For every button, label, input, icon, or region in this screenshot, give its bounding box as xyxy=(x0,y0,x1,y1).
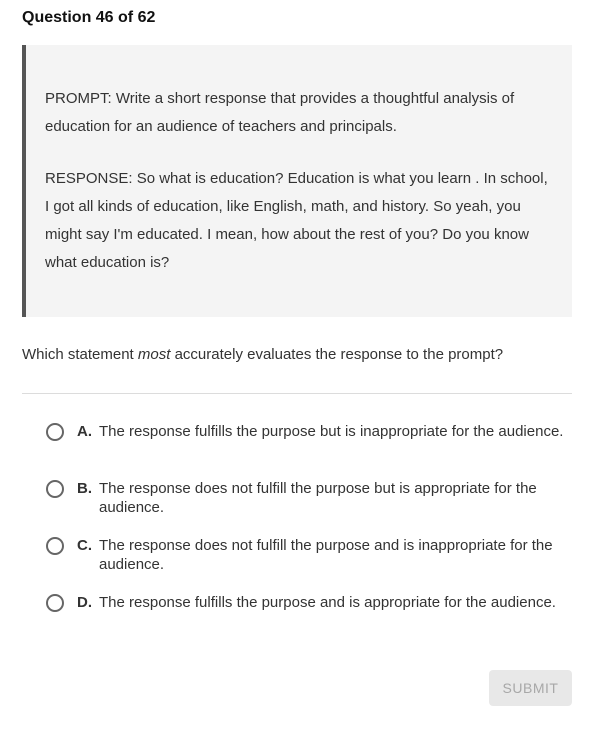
option-text-d: The response fulfills the purpose and is appropriate for the audience. xyxy=(99,594,556,611)
option-letter-c: C. xyxy=(77,537,92,554)
radio-button-d[interactable] xyxy=(46,594,64,612)
question-counter: Question 46 of 62 xyxy=(22,9,156,26)
question-text xyxy=(22,344,503,366)
option-text-c: The response does not fulfill the purpose and is inappropriate for the audience. xyxy=(99,537,553,573)
submit-button[interactable]: SUBMIT xyxy=(489,670,572,706)
option-text-b: The response does not fulfill the purpose but is appropriate for the audience. xyxy=(99,480,537,516)
radio-button-b[interactable] xyxy=(46,480,64,498)
passage-box xyxy=(22,45,572,317)
prompt-text: PROMPT: Write a short response that provides a thoughtful analysis of education for an audience of teachers and principals. xyxy=(45,90,515,135)
response-text: RESPONSE: So what is education? Education is what you learn . In school, I got all kinds of education, like English, math, and history. So yeah, you might say I'm educated. I mean, how about the rest of you? Do you know what education is? xyxy=(45,170,548,271)
question-emphasis: most xyxy=(137,346,171,363)
answer-option-a[interactable] xyxy=(22,422,577,441)
answer-option-b[interactable] xyxy=(22,479,577,517)
radio-button-c[interactable] xyxy=(46,537,64,555)
question-text-after: accurately evaluates the response to the prompt? xyxy=(170,346,504,363)
option-letter-d: D. xyxy=(77,594,92,611)
divider xyxy=(22,393,572,394)
option-text-a: The response fulfills the purpose but is inappropriate for the audience. xyxy=(99,423,564,440)
answer-option-d[interactable] xyxy=(22,593,577,612)
question-text-before: Which statement xyxy=(22,346,138,363)
option-letter-b: B. xyxy=(77,480,92,497)
radio-button-a[interactable] xyxy=(46,423,64,441)
option-letter-a: A. xyxy=(77,423,92,440)
answer-option-c[interactable] xyxy=(22,536,577,574)
